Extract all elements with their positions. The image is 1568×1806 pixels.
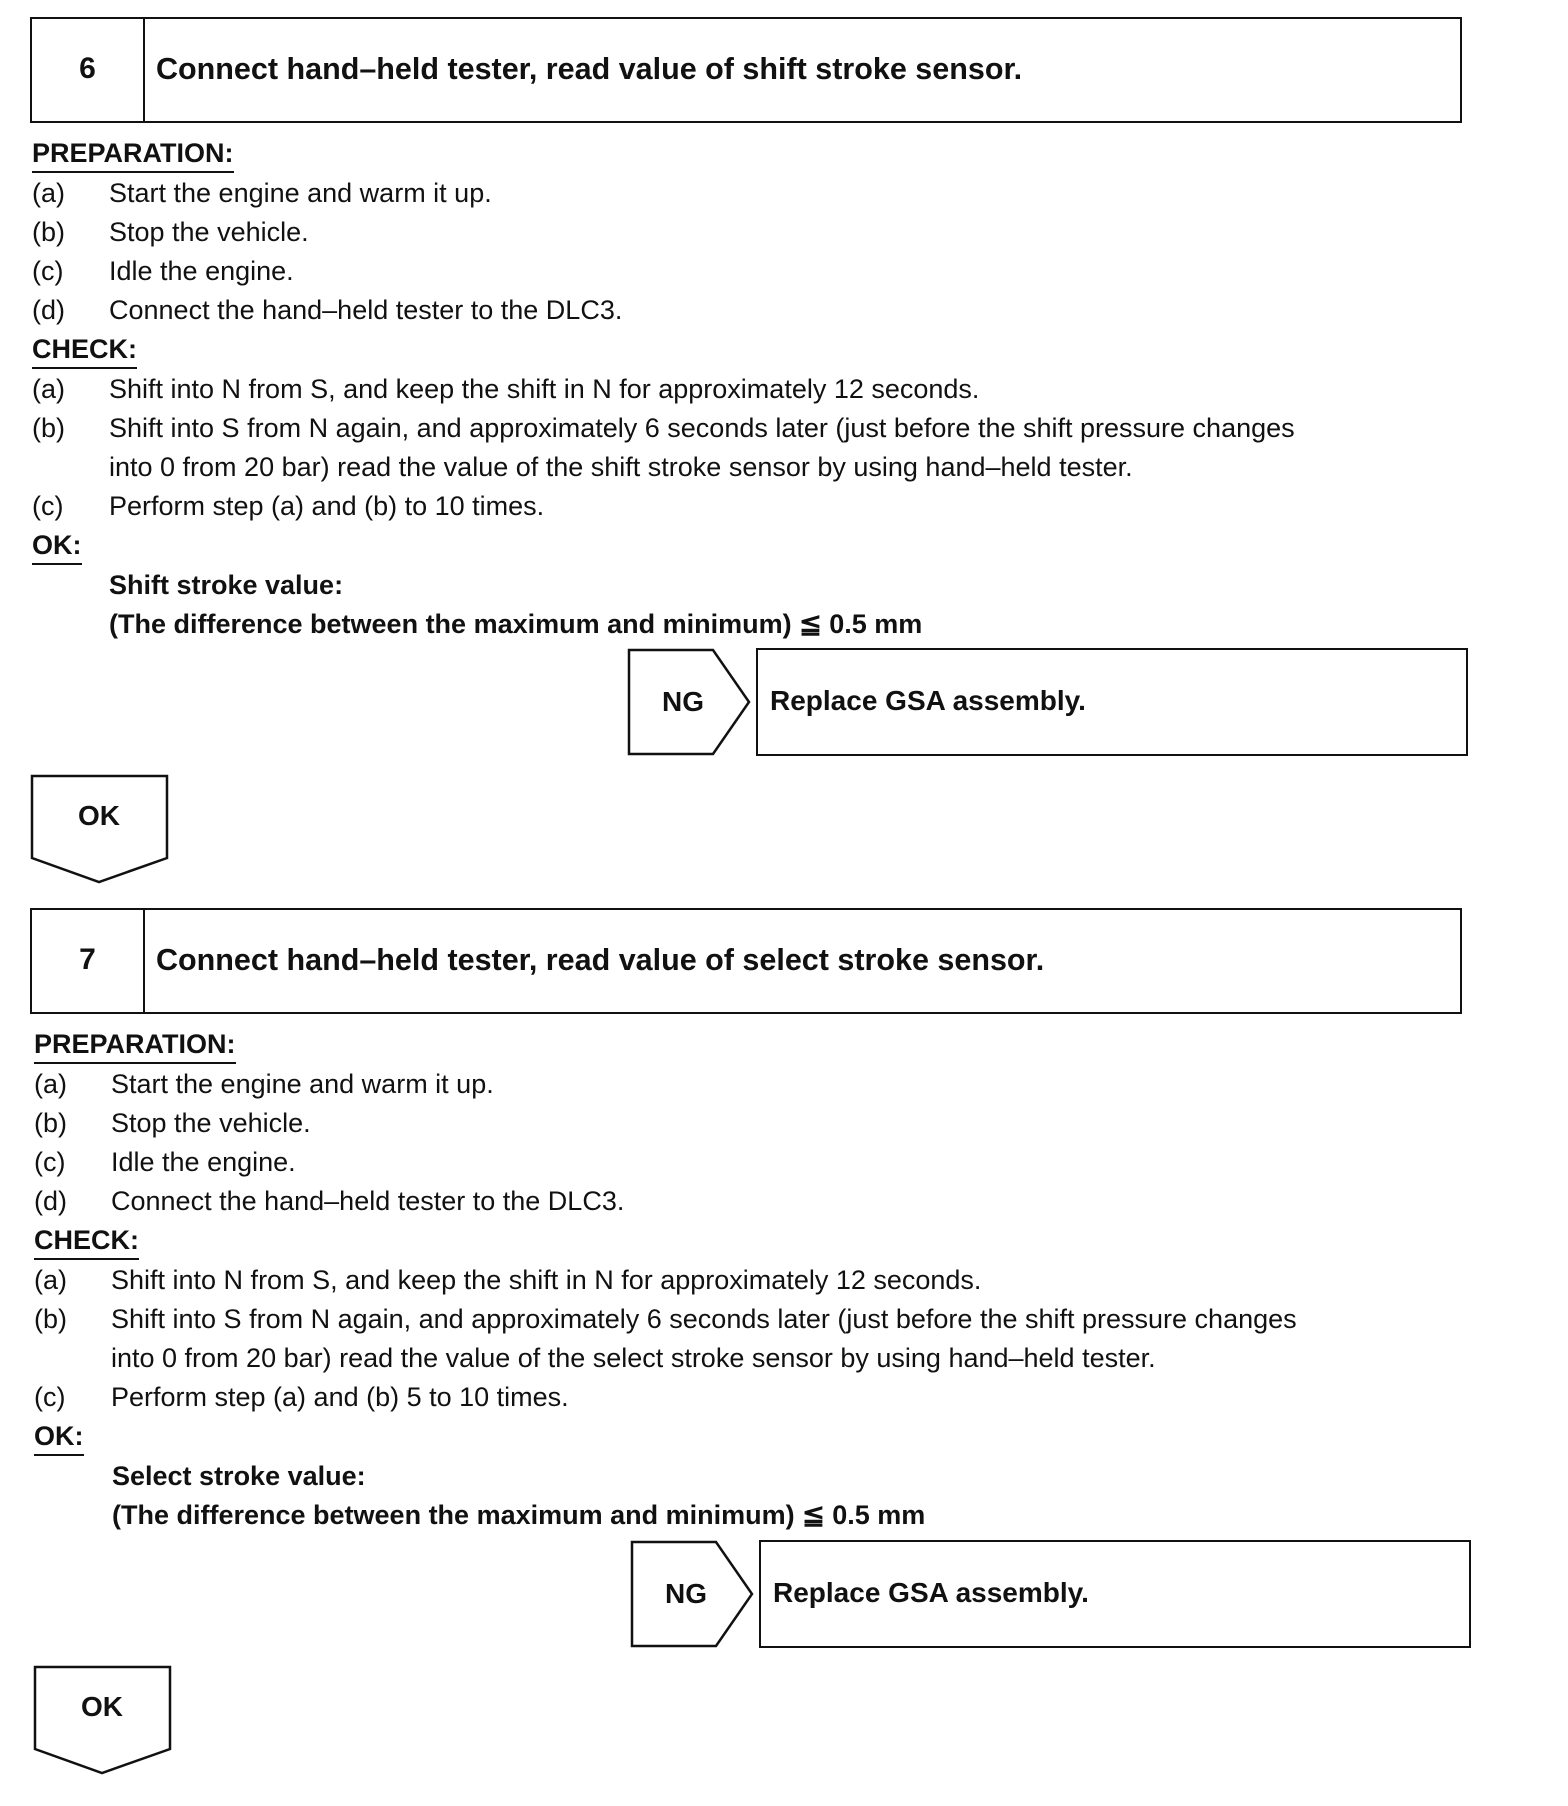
ng-label: NG	[662, 686, 704, 717]
item-text: Idle the engine.	[109, 256, 294, 286]
step-6-header	[30, 17, 1462, 123]
item-text: Stop the vehicle.	[111, 1108, 311, 1138]
preparation-heading: PREPARATION:	[32, 136, 234, 173]
item-text: Start the engine and warm it up.	[111, 1069, 494, 1099]
preparation-heading: PREPARATION:	[34, 1027, 236, 1064]
item-text: Shift into S from N again, and approximately 6 seconds later (just before the shift pressure changes	[109, 413, 1295, 443]
item-label: (b)	[32, 413, 65, 443]
item-text: Connect the hand–held tester to the DLC3.	[111, 1186, 625, 1216]
ok-spec-title: Select stroke value:	[112, 1461, 366, 1491]
check-heading: CHECK:	[32, 332, 137, 369]
item-label: (a)	[32, 374, 65, 404]
item-label: (a)	[34, 1265, 67, 1295]
item-text: Shift into S from N again, and approximately 6 seconds later (just before the shift pressure changes	[111, 1304, 1297, 1334]
item-label: (b)	[34, 1304, 67, 1334]
item-label: (b)	[34, 1108, 67, 1138]
item-label: (c)	[34, 1382, 66, 1412]
ng-action-box	[756, 648, 1468, 756]
item-label: (d)	[34, 1186, 67, 1216]
item-label: (a)	[32, 178, 65, 208]
ok-spec-value: (The difference between the maximum and minimum) ≦ 0.5 mm	[109, 609, 923, 639]
ok-label: OK	[81, 1691, 123, 1722]
step-7-header	[30, 908, 1462, 1014]
item-text: into 0 from 20 bar) read the value of the shift stroke sensor by using hand–held tester.	[109, 452, 1133, 482]
item-label: (c)	[32, 491, 64, 521]
step-title: Connect hand–held tester, read value of select stroke sensor.	[156, 943, 1045, 977]
item-text: Perform step (a) and (b) 5 to 10 times.	[111, 1382, 569, 1412]
check-heading: CHECK:	[34, 1223, 139, 1260]
item-text: Start the engine and warm it up.	[109, 178, 492, 208]
item-text: Idle the engine.	[111, 1147, 296, 1177]
item-label: (c)	[32, 256, 64, 286]
ok-heading: OK:	[32, 528, 82, 565]
ng-action-box	[759, 1540, 1471, 1648]
item-text: Shift into N from S, and keep the shift in N for approximately 12 seconds.	[109, 374, 980, 404]
item-text: Stop the vehicle.	[109, 217, 309, 247]
step-number: 7	[32, 910, 145, 1012]
ng-action-text: Replace GSA assembly.	[770, 685, 1086, 716]
step-number: 6	[32, 19, 145, 121]
item-label: (c)	[34, 1147, 66, 1177]
item-text: Shift into N from S, and keep the shift in N for approximately 12 seconds.	[111, 1265, 982, 1295]
item-label: (b)	[32, 217, 65, 247]
item-text: Perform step (a) and (b) to 10 times.	[109, 491, 545, 521]
item-text: into 0 from 20 bar) read the value of the select stroke sensor by using hand–held tester.	[111, 1343, 1156, 1373]
ok-spec-value: (The difference between the maximum and minimum) ≦ 0.5 mm	[112, 1500, 926, 1530]
ok-spec-title: Shift stroke value:	[109, 570, 344, 600]
step-title: Connect hand–held tester, read value of shift stroke sensor.	[156, 52, 1023, 86]
ng-action-text: Replace GSA assembly.	[773, 1577, 1089, 1608]
item-label: (d)	[32, 295, 65, 325]
item-text: Connect the hand–held tester to the DLC3.	[109, 295, 623, 325]
ng-label: NG	[665, 1578, 707, 1609]
ok-label: OK	[78, 800, 120, 831]
item-label: (a)	[34, 1069, 67, 1099]
ok-heading: OK:	[34, 1419, 84, 1456]
